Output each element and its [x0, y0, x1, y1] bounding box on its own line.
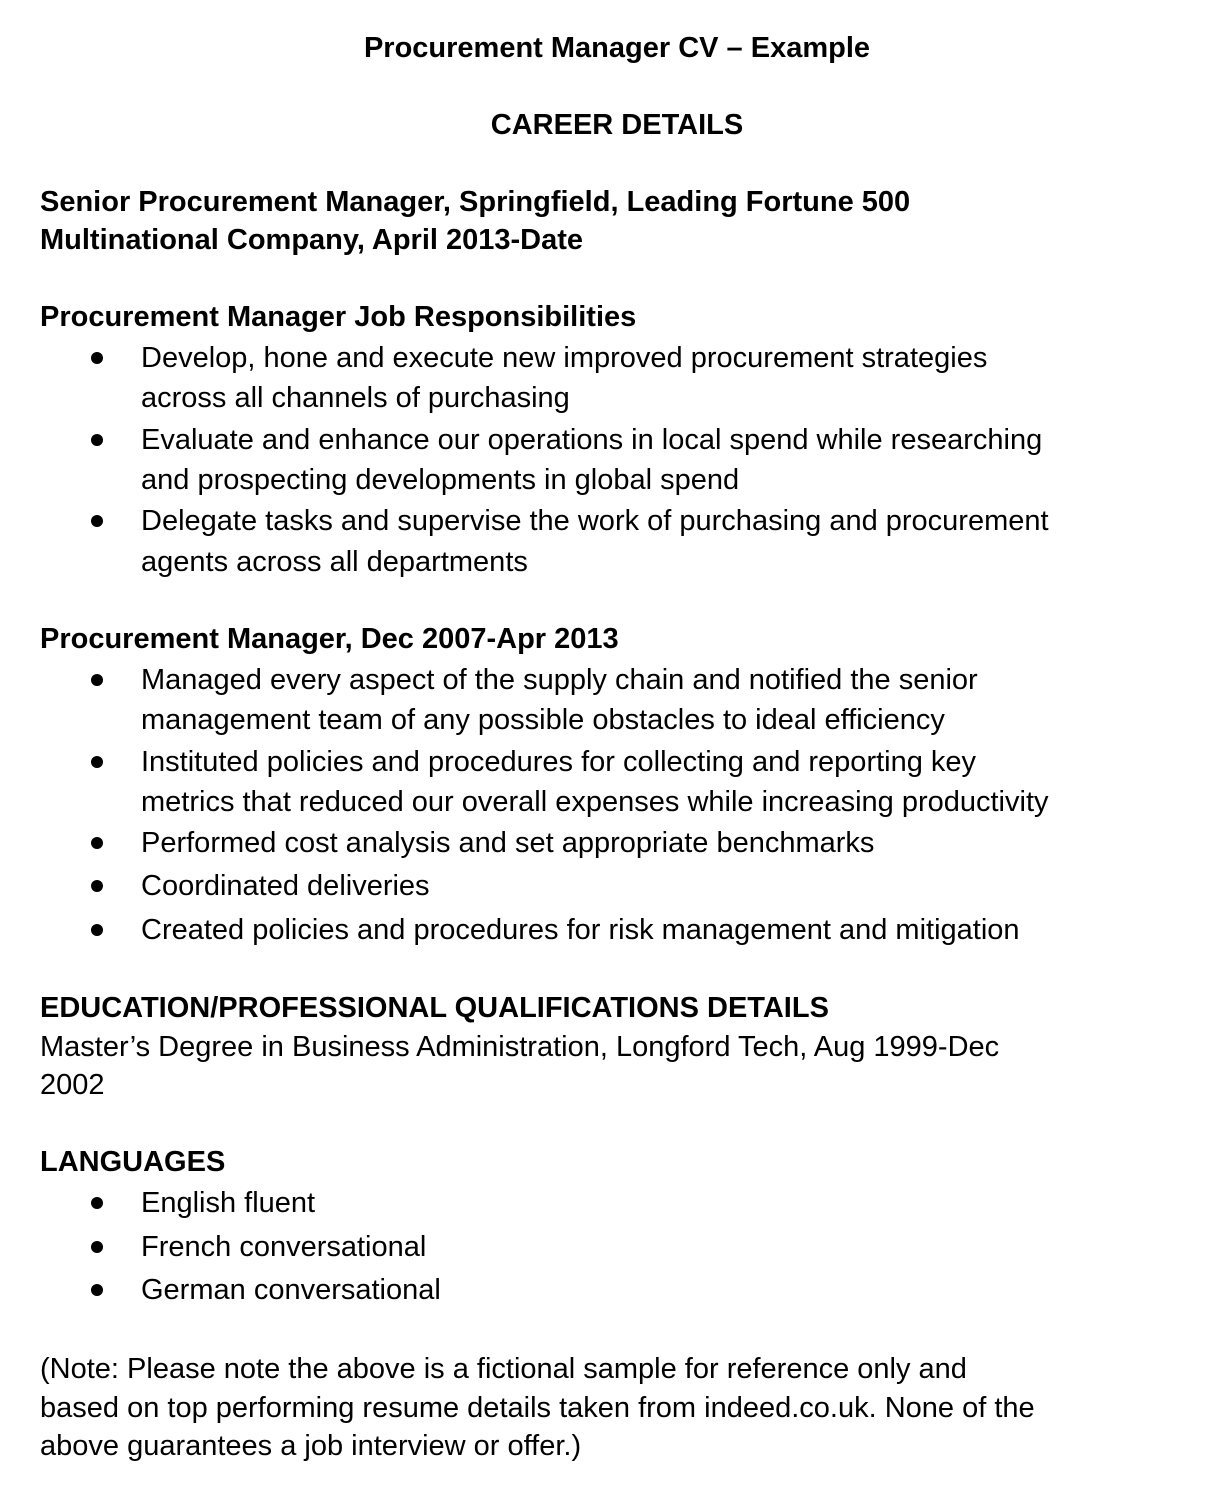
bullet-icon	[91, 880, 103, 892]
languages-heading: LANGUAGES	[40, 1146, 226, 1178]
list-item: Managed every aspect of the supply chain and notified the senior	[141, 664, 978, 696]
bullet-icon	[91, 1241, 103, 1253]
bullet-icon	[91, 434, 103, 446]
list-item: management team of any possible obstacles to ideal efficiency	[141, 704, 945, 736]
job2-heading: Procurement Manager, Dec 2007-Apr 2013	[40, 623, 619, 655]
bullet-icon	[91, 515, 103, 527]
list-item: Performed cost analysis and set appropriate benchmarks	[141, 827, 875, 859]
job1-subheading: Procurement Manager Job Responsibilities	[40, 301, 637, 333]
list-item: Coordinated deliveries	[141, 870, 430, 902]
bullet-icon	[91, 924, 103, 936]
language-item: English fluent	[141, 1187, 316, 1219]
bullet-icon	[91, 837, 103, 849]
education-entry: Master’s Degree in Business Administration, Longford Tech, Aug 1999-Dec	[40, 1031, 1000, 1063]
list-item: Instituted policies and procedures for collecting and reporting key	[141, 746, 977, 778]
bullet-icon	[91, 674, 103, 686]
bullet-icon	[91, 1284, 103, 1296]
document-title: Procurement Manager CV – Example	[363, 32, 871, 64]
list-item: Evaluate and enhance our operations in local spend while researching	[141, 424, 1043, 456]
career-details-heading: CAREER DETAILS	[490, 109, 744, 141]
education-heading: EDUCATION/PROFESSIONAL QUALIFICATIONS DETAILS	[40, 992, 829, 1024]
bullet-icon	[91, 1197, 103, 1209]
job1-heading: Senior Procurement Manager, Springfield, Leading Fortune 500	[40, 186, 911, 218]
list-item: across all channels of purchasing	[141, 382, 570, 414]
note-text: (Note: Please note the above is a fictional sample for reference only and	[40, 1353, 967, 1385]
list-item: and prospecting developments in global spend	[141, 464, 740, 496]
note-text: based on top performing resume details taken from indeed.co.uk. None of the	[40, 1392, 1035, 1424]
job1-heading: Multinational Company, April 2013-Date	[40, 224, 584, 256]
list-item: Delegate tasks and supervise the work of purchasing and procurement	[141, 505, 1049, 537]
language-item: French conversational	[141, 1231, 427, 1263]
note-text: above guarantees a job interview or offer.)	[40, 1430, 582, 1462]
list-item: Created policies and procedures for risk management and mitigation	[141, 914, 1020, 946]
education-entry: 2002	[40, 1069, 105, 1101]
list-item: Develop, hone and execute new improved procurement strategies	[141, 342, 988, 374]
list-item: metrics that reduced our overall expenses while increasing productivity	[141, 786, 1049, 818]
language-item: German conversational	[141, 1274, 441, 1306]
bullet-icon	[91, 352, 103, 364]
bullet-icon	[91, 756, 103, 768]
list-item: agents across all departments	[141, 546, 528, 578]
